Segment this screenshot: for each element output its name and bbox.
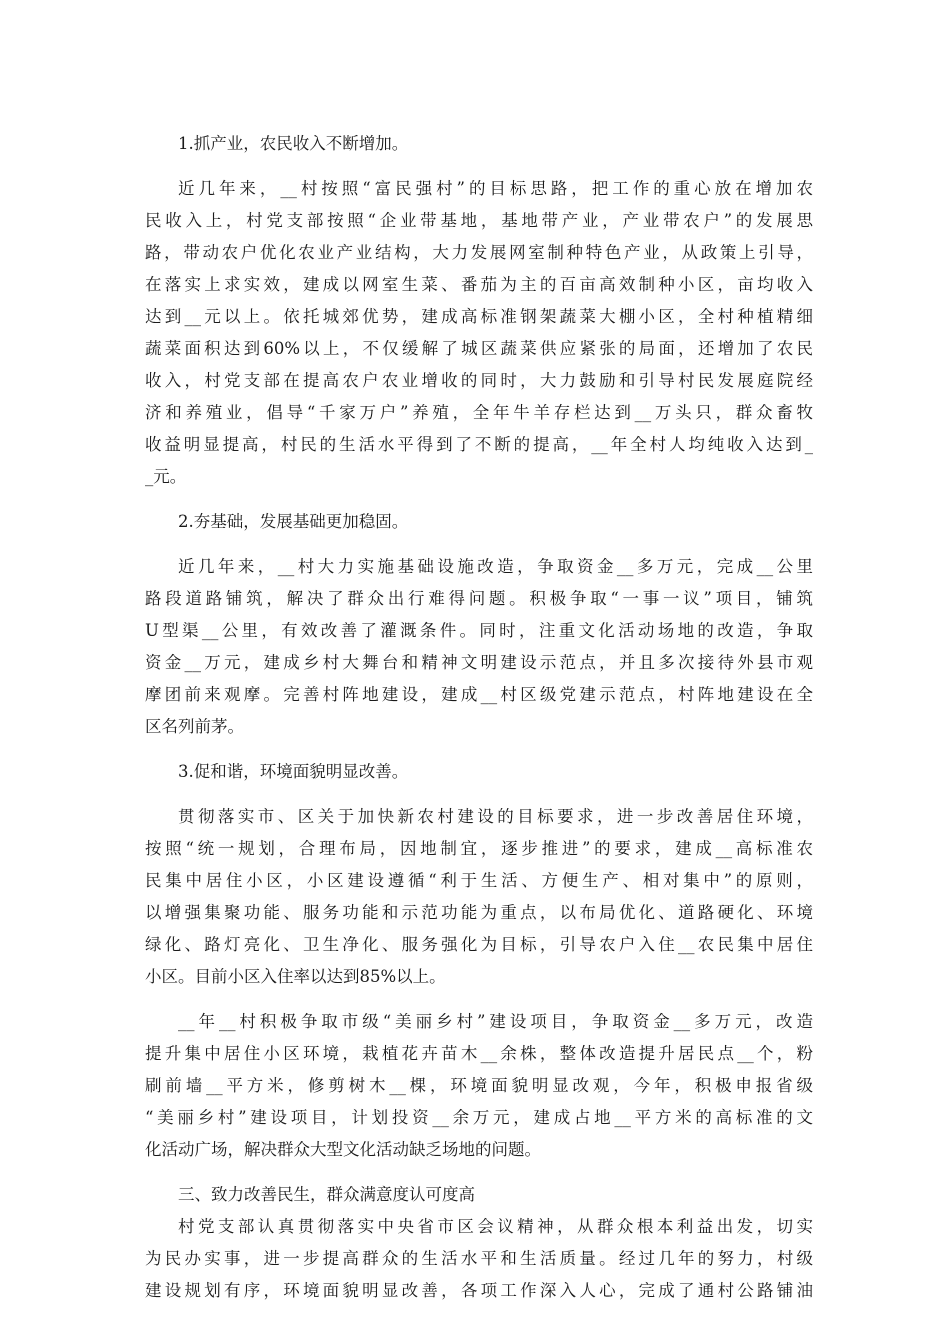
text-line: 村党支部认真贯彻落实中央省市区会议精神，从群众根本利益出发，切实 — [178, 1217, 813, 1236]
text-line: 路段道路铺筑，解决了群众出行难得问题。积极争取“一事一议”项目，铺筑 — [145, 589, 813, 608]
text-line: _元。 — [145, 467, 187, 486]
text-line: 建设规划有序，环境面貌明显改善，各项工作深入人心，完成了通村公路铺油 — [145, 1281, 813, 1300]
text-line: U型渠__公里，有效改善了灌溉条件。同时，注重文化活动场地的改造，争取 — [145, 621, 813, 640]
text-line: 为民办实事，进一步提高群众的生活水平和生活质量。经过几年的努力，村级 — [145, 1249, 813, 1268]
text-line: 按照“统一规划，合理布局，因地制宜，逐步推进”的要求，建成__高标准农 — [145, 839, 813, 858]
text-line: 提升集中居住小区环境，栽植花卉苗木__余株，整体改造提升居民点__个，粉 — [145, 1044, 813, 1063]
text-line: 绿化、路灯亮化、卫生净化、服务强化为目标，引导农户入住__农民集中居住 — [145, 935, 813, 954]
section-heading-livelihood: 三、致力改善民生，群众满意度认可度高 — [178, 1185, 475, 1204]
paragraph-industry — [145, 173, 813, 493]
text-line: 区名列前茅。 — [145, 717, 244, 736]
text-line: 济和养殖业，倡导“千家万户”养殖，全年牛羊存栏达到__万头只，群众畜牧 — [145, 403, 813, 422]
text-line: 在落实上求实效，建成以网室生菜、番茄为主的百亩高效制种小区，亩均收入 — [145, 275, 813, 294]
paragraph-infrastructure — [145, 551, 813, 743]
text-line: __年__村积极争取市级“美丽乡村”建设项目，争取资金__多万元，改造 — [178, 1012, 813, 1031]
text-line: 蔬菜面积达到60%以上，不仅缓解了城区蔬菜供应紧张的局面，还增加了农民 — [145, 339, 813, 358]
text-line: “美丽乡村”建设项目，计划投资__余万元，建成占地__平方米的高标准的文 — [145, 1108, 813, 1127]
text-line: 化活动广场，解决群众大型文化活动缺乏场地的问题。 — [145, 1140, 541, 1159]
paragraph-livelihood — [145, 1211, 813, 1307]
text-line: 资金__万元，建成乡村大舞台和精神文明建设示范点，并且多次接待外县市观 — [145, 653, 813, 672]
section-heading-infrastructure: 2.夯基础，发展基础更加稳固。 — [178, 512, 409, 531]
text-line: 收入，村党支部在提高农户农业增收的同时，大力鼓励和引导村民发展庭院经 — [145, 371, 813, 390]
text-line: 小区。目前小区入住率以达到85%以上。 — [145, 967, 446, 986]
text-line: 摩团前来观摩。完善村阵地建设，建成__村区级党建示范点，村阵地建设在全 — [145, 685, 813, 704]
section-heading-industry: 1.抓产业，农民收入不断增加。 — [178, 134, 409, 153]
paragraph-environment — [145, 801, 813, 993]
text-line: 民集中居住小区，小区建设遵循“利于生活、方便生产、相对集中”的原则， — [145, 871, 813, 890]
text-line: 近几年来，__村按照“富民强村”的目标思路，把工作的重心放在增加农 — [178, 179, 813, 198]
text-line: 收益明显提高，村民的生活水平得到了不断的提高，__年全村人均纯收入达到_ — [145, 435, 813, 454]
text-line: 贯彻落实市、区关于加快新农村建设的目标要求，进一步改善居住环境， — [178, 807, 813, 826]
text-line: 以增强集聚功能、服务功能和示范功能为重点，以布局优化、道路硬化、环境 — [145, 903, 813, 922]
text-line: 达到__元以上。依托城郊优势，建成高标准钢架蔬菜大棚小区，全村种植精细 — [145, 307, 813, 326]
text-line: 近几年来，__村大力实施基础设施改造，争取资金__多万元，完成__公里 — [178, 557, 813, 576]
document-page — [145, 128, 813, 1320]
text-line: 路，带动农户优化农业产业结构，大力发展网室制种特色产业，从政策上引导， — [145, 243, 813, 262]
paragraph-beautiful-village — [145, 1006, 813, 1166]
text-line: 刷前墙__平方米，修剪树木__棵，环境面貌明显改观，今年，积极申报省级 — [145, 1076, 813, 1095]
text-line: 民收入上，村党支部按照“企业带基地，基地带产业，产业带农户”的发展思 — [145, 211, 813, 230]
section-heading-environment: 3.促和谐，环境面貌明显改善。 — [178, 762, 409, 781]
